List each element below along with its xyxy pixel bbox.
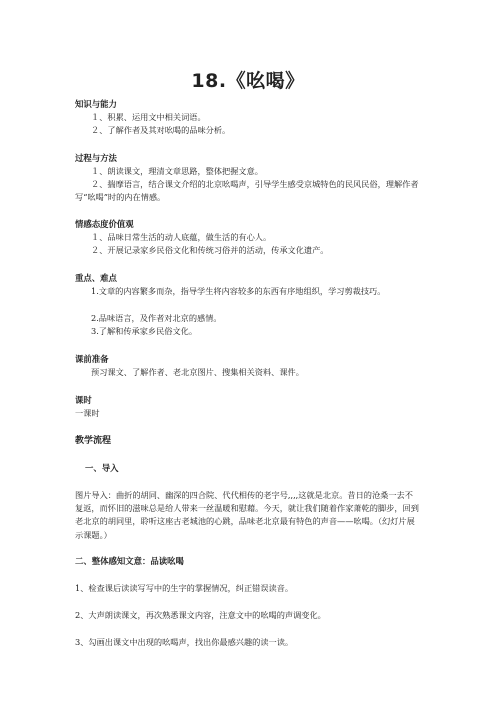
key-point-2: 2.品味语言，及作者对北京的感情。: [91, 313, 222, 323]
knowledge-item-1: １、积累、运用文中相关词语。: [91, 112, 206, 122]
key-point-3: 3.了解和传承家乡民俗文化。: [91, 326, 198, 336]
heading-process: 过程与方法: [75, 153, 117, 163]
class-hours-text: 一课时: [75, 408, 100, 418]
lesson-title: 18.《吆喝》: [191, 70, 305, 92]
preparation-text: 预习课文、了解作者、老北京图片、搜集相关资料、课件。: [91, 367, 304, 377]
heading-preparation: 课前准备: [75, 354, 109, 364]
emotion-item-2: ２、开展记录家乡民俗文化和传统习俗并的活动，传承文化遗产。: [91, 245, 329, 255]
knowledge-item-2: ２、了解作者及其对吆喝的品味分析。: [91, 125, 231, 135]
heading-class-hours: 课时: [75, 395, 92, 405]
reading-step-2: 2、大声朗读课文，再次熟悉课文内容，注意文中的吆喝的声调变化。: [75, 610, 326, 620]
heading-overall-reading: 二、整体感知文意：品读吆喝: [75, 556, 184, 566]
process-item-2: ２、揣摩语言，结合课文介绍的北京吆喝声，引导学生感受京城特色的民风民俗，理解作者写“吆喝”时的内在情感。: [75, 179, 419, 203]
reading-step-1: 1、检查课后读读写写中的生字的掌握情况，纠正错误读音。: [75, 583, 294, 593]
heading-introduction: 一、导入: [85, 463, 119, 473]
heading-knowledge: 知识与能力: [75, 99, 117, 109]
introduction-paragraph: 图片导入：曲折的胡同、幽深的四合院、代代相传的老字号,,,,这就是北京。昔日的沧桑一去不复返，而怀旧的滋味总是给人带来一丝温暖和慰藉。今天，就让我们随着作家萧乾的脚步，回到老北京的胡同里，聆听这座古老城池的心跳，品味老北京最有特色的声音——吆喝。（幻灯片展示课题。）: [75, 490, 419, 540]
key-point-1: 1.文章的内容繁多而杂，指导学生将内容较多的东西有序地组织，学习剪裁技巧。: [91, 286, 386, 296]
heading-teaching-flow: 教学流程: [75, 436, 112, 446]
process-item-1: １、朗读课文，理清文章思路，整体把握文意。: [91, 166, 263, 176]
reading-step-3: 3、勾画出课文中出现的吆喝声，找出你最感兴趣的读一读。: [75, 637, 294, 647]
heading-key-points: 重点、难点: [75, 273, 117, 283]
emotion-item-1: １、品味日常生活的动人底蕴，做生活的有心人。: [91, 232, 272, 242]
heading-emotion: 情感态度价值观: [75, 219, 134, 229]
